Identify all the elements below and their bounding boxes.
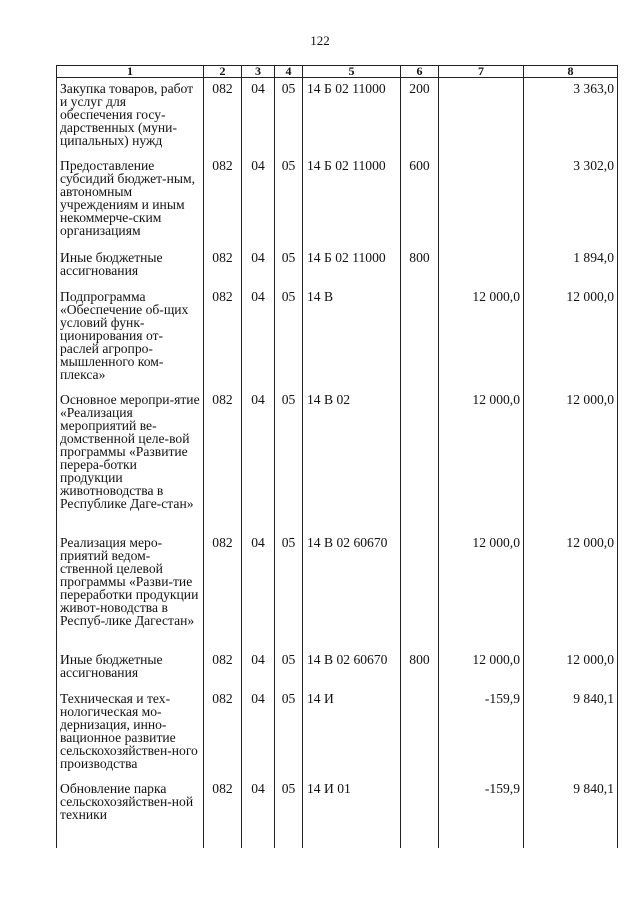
- row-name: Основное меропри-ятие «Реализация мероприятий ве-домственной целе-вой программы «Развитие перера-ботки продукции животноводства в Республике Даге-стан»: [57, 389, 204, 532]
- cell-col8: 3 302,0: [524, 155, 618, 247]
- cell-col6: 800: [401, 247, 439, 286]
- cell-col3: 04: [242, 532, 275, 649]
- row-name: Иные бюджетные ассигнования: [57, 649, 204, 688]
- cell-col4: 05: [275, 78, 303, 155]
- cell-col4: 05: [275, 247, 303, 286]
- cell-col6: [401, 688, 439, 778]
- cell-col6: [401, 532, 439, 649]
- cell-col4: 05: [275, 688, 303, 778]
- column-header-6: 6: [401, 66, 439, 78]
- column-header-7: 7: [439, 66, 524, 78]
- cell-col5: 14 В 02: [303, 389, 401, 532]
- column-header-5: 5: [303, 66, 401, 78]
- cell-col6: 600: [401, 155, 439, 247]
- cell-col8: 3 363,0: [524, 78, 618, 155]
- cell-col2: 082: [204, 532, 242, 649]
- table-row: [57, 78, 618, 155]
- cell-col4: 05: [275, 389, 303, 532]
- cell-col2: 082: [204, 247, 242, 286]
- cell-col3: 04: [242, 78, 275, 155]
- row-name: Подпрограмма «Обеспечение об-щих условий функ-ционирования от-раслей агропро-мышленного ком-плекса»: [57, 286, 204, 389]
- cell-col5: 14 Б 02 11000: [303, 247, 401, 286]
- table-row: [57, 778, 618, 848]
- header-row: [57, 66, 618, 78]
- cell-col8: 9 840,1: [524, 778, 618, 848]
- cell-col5: 14 В 02 60670: [303, 649, 401, 688]
- cell-col3: 04: [242, 155, 275, 247]
- cell-col6: [401, 389, 439, 532]
- cell-col7: -159,9: [439, 688, 524, 778]
- cell-col3: 04: [242, 688, 275, 778]
- cell-col2: 082: [204, 649, 242, 688]
- cell-col8: 12 000,0: [524, 286, 618, 389]
- row-name: Обновление парка сельскохозяйствен-ной техники: [57, 778, 204, 848]
- cell-col7: 12 000,0: [439, 649, 524, 688]
- budget-table: [56, 65, 618, 848]
- cell-col7: [439, 155, 524, 247]
- cell-col8: 12 000,0: [524, 389, 618, 532]
- cell-col8: 9 840,1: [524, 688, 618, 778]
- cell-col5: 14 И: [303, 688, 401, 778]
- cell-col8: 12 000,0: [524, 649, 618, 688]
- cell-col5: 14 Б 02 11000: [303, 155, 401, 247]
- cell-col3: 04: [242, 247, 275, 286]
- cell-col6: [401, 286, 439, 389]
- row-name: Реализация меро-приятий ведом-ственной целевой программы «Разви-тие переработки продукции живот-новодства в Респуб-лике Дагестан»: [57, 532, 204, 649]
- cell-col4: 05: [275, 649, 303, 688]
- cell-col5: 14 И 01: [303, 778, 401, 848]
- cell-col4: 05: [275, 778, 303, 848]
- cell-col6: 200: [401, 78, 439, 155]
- cell-col2: 082: [204, 155, 242, 247]
- cell-col8: 12 000,0: [524, 532, 618, 649]
- row-name: Предоставление субсидий бюджет-ным, автономным учреждениям и иным некоммерче-ским организациям: [57, 155, 204, 247]
- cell-col7: [439, 247, 524, 286]
- row-name: Закупка товаров, работ и услуг для обеспечения госу-дарственных (муни-ципальных) нужд: [57, 78, 204, 155]
- cell-col2: 082: [204, 778, 242, 848]
- cell-col6: 800: [401, 649, 439, 688]
- row-name: Техническая и тех-нологическая мо-дернизация, инно-вационное развитие сельскохозяйствен-ного производства: [57, 688, 204, 778]
- table-row: [57, 532, 618, 649]
- table-row: [57, 649, 618, 688]
- cell-col7: -159,9: [439, 778, 524, 848]
- table-row: [57, 247, 618, 286]
- column-header-4: 4: [275, 66, 303, 78]
- cell-col8: 1 894,0: [524, 247, 618, 286]
- row-name: Иные бюджетные ассигнования: [57, 247, 204, 286]
- cell-col2: 082: [204, 389, 242, 532]
- cell-col3: 04: [242, 389, 275, 532]
- cell-col4: 05: [275, 532, 303, 649]
- cell-col6: [401, 778, 439, 848]
- cell-col3: 04: [242, 286, 275, 389]
- column-header-8: 8: [524, 66, 618, 78]
- cell-col4: 05: [275, 155, 303, 247]
- cell-col2: 082: [204, 78, 242, 155]
- cell-col7: 12 000,0: [439, 286, 524, 389]
- column-header-1: 1: [57, 66, 204, 78]
- table-row: [57, 155, 618, 247]
- cell-col7: 12 000,0: [439, 532, 524, 649]
- cell-col7: 12 000,0: [439, 389, 524, 532]
- cell-col2: 082: [204, 688, 242, 778]
- column-header-3: 3: [242, 66, 275, 78]
- cell-col5: 14 В 02 60670: [303, 532, 401, 649]
- table-row: [57, 688, 618, 778]
- page-number: 122: [310, 33, 330, 48]
- cell-col5: 14 Б 02 11000: [303, 78, 401, 155]
- table-row: [57, 389, 618, 532]
- cell-col3: 04: [242, 778, 275, 848]
- column-header-2: 2: [204, 66, 242, 78]
- cell-col2: 082: [204, 286, 242, 389]
- cell-col4: 05: [275, 286, 303, 389]
- cell-col5: 14 В: [303, 286, 401, 389]
- cell-col3: 04: [242, 649, 275, 688]
- table-row: [57, 286, 618, 389]
- cell-col7: [439, 78, 524, 155]
